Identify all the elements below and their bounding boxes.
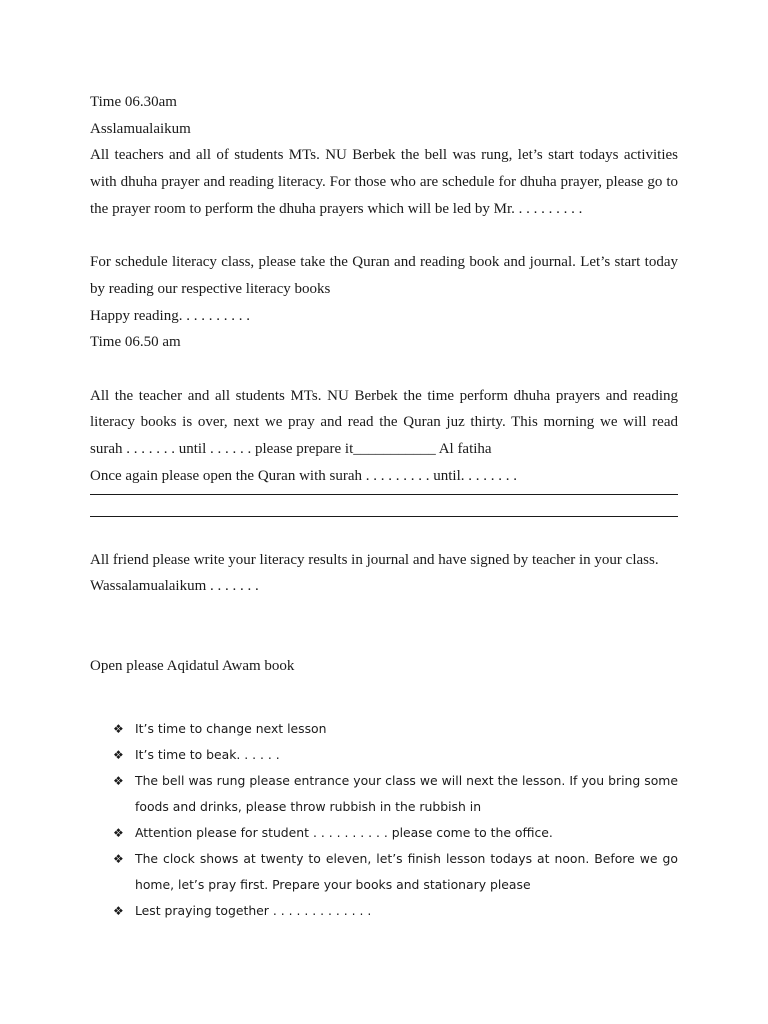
list-item-text: Lest praying together . . . . . . . . . . . . .: [135, 902, 372, 918]
list-item: [90, 742, 678, 768]
announcement-paragraph-3: All the teacher and all students MTs. NU Berbek the time perform dhuha prayers and reading literacy books is over, next we pray and read the Quran juz thirty. This morning we will read surah . . . . . . . until . . . . . . please prepare it___________ Al fatiha: [90, 387, 678, 458]
time-heading-2: Time 06.50 am: [90, 334, 181, 351]
list-item: [90, 716, 678, 742]
diamond-bullet-icon: ❖: [113, 851, 124, 866]
list-item-text: Attention please for student . . . . . . . . . . please come to the office.: [135, 824, 553, 840]
diamond-bullet-icon: ❖: [113, 825, 124, 840]
spacer: [90, 600, 678, 653]
list-item: [90, 820, 678, 846]
fill-in-rule: [90, 494, 678, 495]
open-book-line: Open please Aqidatul Awam book: [90, 657, 295, 674]
blank-line: [90, 356, 678, 383]
diamond-bullet-icon: ❖: [113, 721, 124, 736]
list-item-text: The clock shows at twenty to eleven, let’s finish lesson todays at noon. Before we go home, let’s pray first. Prepare your books and stationary please: [135, 850, 678, 892]
open-quran-line: Once again please open the Quran with surah . . . . . . . . . until. . . . . . . .: [90, 467, 517, 484]
happy-reading-line: Happy reading. . . . . . . . . .: [90, 307, 250, 324]
list-item-text: It’s time to beak. . . . . .: [135, 746, 280, 762]
diamond-bullet-icon: ❖: [113, 773, 124, 788]
diamond-bullet-icon: ❖: [113, 747, 124, 762]
greeting: Asslamualaikum: [90, 120, 191, 137]
list-item-text: It’s time to change next lesson: [135, 720, 327, 736]
blank-line: [90, 223, 678, 250]
list-item: [90, 846, 678, 898]
document-page: [90, 89, 678, 924]
list-item-text: The bell was rung please entrance your class we will next the lesson. If you bring some foods and drinks, please throw rubbish in the rubbish in: [135, 772, 678, 814]
list-item: [90, 898, 678, 924]
time-heading: Time 06.30am: [90, 94, 177, 110]
spacer: [90, 680, 678, 716]
spacer: [90, 517, 678, 547]
diamond-bullet-icon: ❖: [113, 903, 124, 918]
list-item: [90, 768, 678, 820]
announcement-list: [90, 716, 678, 924]
announcement-paragraph-2: For schedule literacy class, please take the Quran and reading book and journal. Let’s start today by reading our respective literacy books: [90, 254, 678, 297]
journal-paragraph: All friend please write your literacy results in journal and have signed by teacher in your class.: [90, 551, 659, 568]
announcement-paragraph-1: All teachers and all of students MTs. NU Berbek the bell was rung, let’s start todays activities with dhuha prayer and reading literacy. For those who are schedule for dhuha prayer, please go to the prayer room to perform the dhuha prayers which will be led by Mr. . . . . . . . . .: [90, 147, 678, 217]
closing-line: Wassalamualaikum . . . . . . .: [90, 578, 259, 595]
